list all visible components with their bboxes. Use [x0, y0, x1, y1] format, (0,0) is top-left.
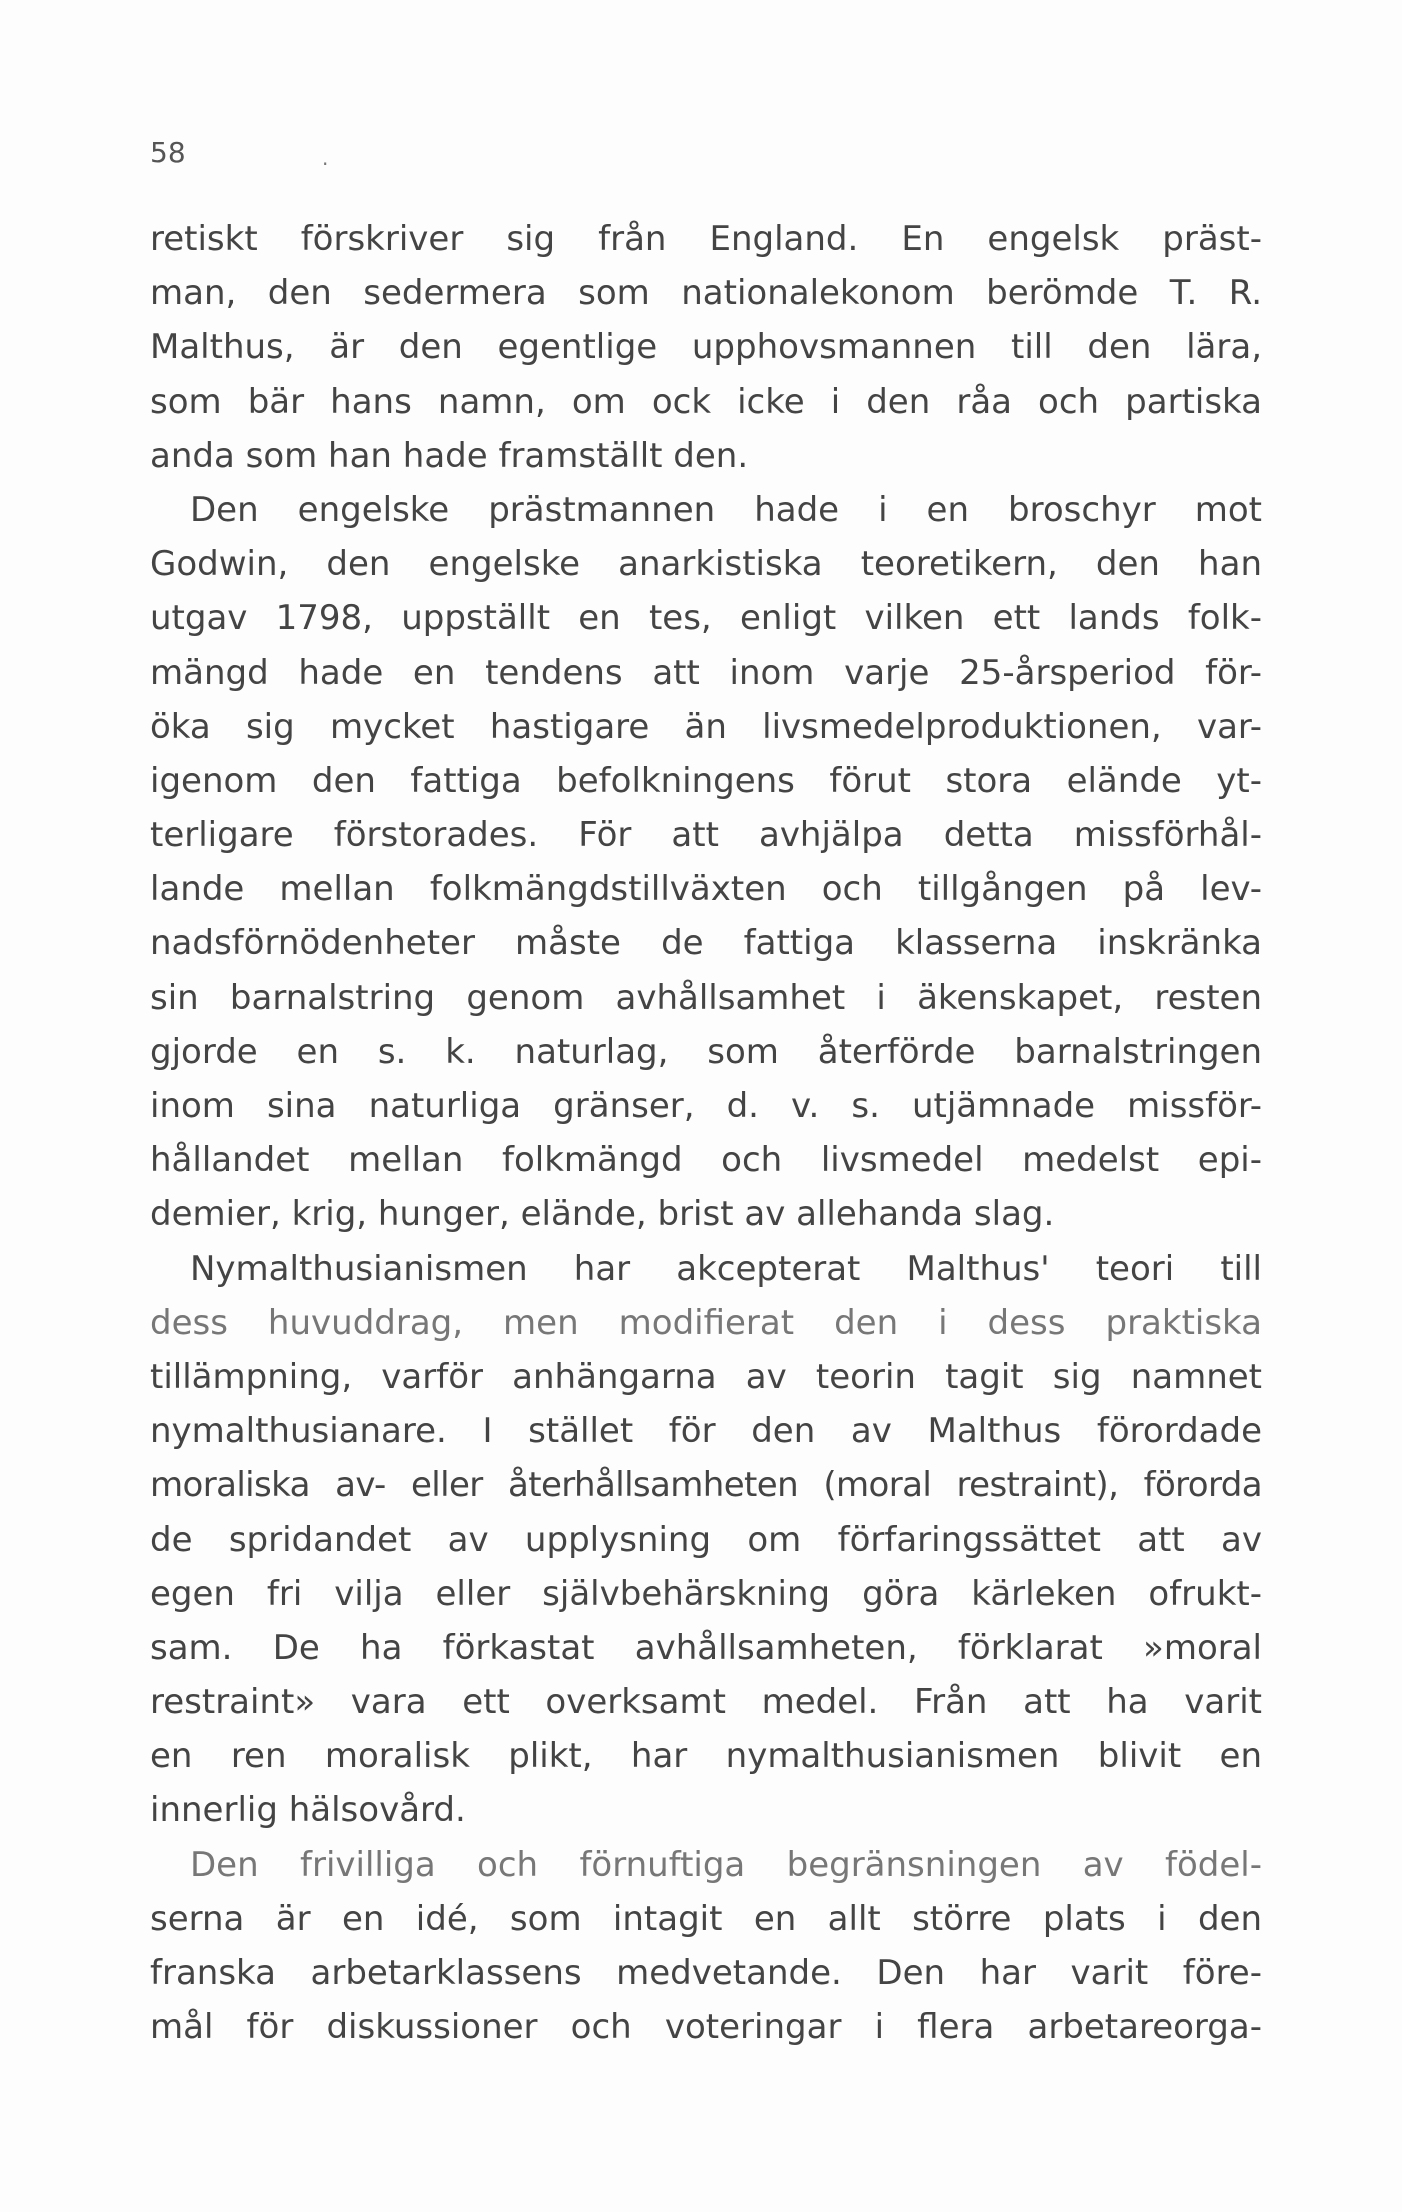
text-line: hållandet mellan folkmängd och livsmedel medelst epi- [150, 1140, 1262, 1181]
text-line: en ren moralisk plikt, har nymalthusianismen blivit en [150, 1736, 1262, 1777]
text-line: utgav 1798, uppställt en tes, enligt vilken ett lands folk- [150, 598, 1262, 639]
text-line: Nymalthusianismen har akcepterat Malthus' teori till [190, 1248, 1262, 1289]
text-line: Malthus, är den egentlige upphovsmannen till den lära, [150, 327, 1262, 368]
text-line: terligare förstorades. För att avhjälpa detta missförhål- [150, 815, 1262, 856]
text-line: nadsförnödenheter måste de fattiga klasserna inskränka [150, 923, 1262, 964]
text-line: anda som han hade framställt den. [150, 435, 749, 476]
text-line: innerlig hälsovård. [150, 1790, 466, 1831]
text-line: demier, krig, hunger, elände, brist av allehanda slag. [150, 1194, 1055, 1235]
text-line: serna är en idé, som intagit en allt större plats i den [150, 1898, 1262, 1939]
text-line: lande mellan folkmängdstillväxten och tillgången på lev- [150, 869, 1262, 910]
text-line: Den frivilliga och förnuftiga begränsningen av födel- [190, 1844, 1262, 1885]
text-line: moraliska av- eller återhållsamheten (moral restraint), förorda [150, 1465, 1262, 1506]
page-number: 58 [150, 136, 186, 169]
paragraph [150, 1242, 1262, 1838]
text-line: mål för diskussioner och voteringar i flera arbetareorga- [150, 2007, 1262, 2048]
text-line: öka sig mycket hastigare än livsmedelproduktionen, var- [150, 706, 1262, 747]
page-number-mark: . [322, 146, 329, 170]
text-line: som bär hans namn, om ock icke i den råa och partiska [150, 381, 1262, 422]
paragraph [150, 212, 1262, 483]
text-line: de spridandet av upplysning om förfaringssättet att av [150, 1519, 1262, 1560]
text-line: mängd hade en tendens att inom varje 25-årsperiod för- [150, 652, 1262, 693]
paragraph [150, 1838, 1262, 2055]
text-line: tillämpning, varför anhängarna av teorin tagit sig namnet [150, 1356, 1262, 1397]
page-text [150, 212, 1262, 2054]
text-line: gjorde en s. k. naturlag, som återförde barnalstringen [150, 1031, 1262, 1072]
text-line: sam. De ha förkastat avhållsamheten, förklarat »moral [150, 1627, 1262, 1668]
text-line: egen fri vilja eller självbehärskning göra kärleken ofrukt- [150, 1573, 1262, 1614]
text-line: nymalthusianare. I stället för den av Malthus förordade [150, 1411, 1262, 1452]
text-line: dess huvuddrag, men modifierat den i dess praktiska [150, 1302, 1262, 1343]
text-line: franska arbetarklassens medvetande. Den har varit före- [150, 1953, 1262, 1993]
text-line: sin barnalstring genom avhållsamhet i äkenskapet, resten [150, 977, 1262, 1018]
text-line: Godwin, den engelske anarkistiska teoretikern, den han [150, 544, 1262, 585]
text-line: igenom den fattiga befolkningens förut stora elände yt- [150, 760, 1262, 801]
text-line: retiskt förskriver sig från England. En engelsk präst- [150, 219, 1262, 259]
paragraph [150, 483, 1262, 1242]
text-line: inom sina naturliga gränser, d. v. s. utjämnade missför- [150, 1086, 1262, 1126]
text-line: man, den sedermera som nationalekonom berömde T. R. [150, 273, 1262, 314]
text-line: restraint» vara ett overksamt medel. Från att ha varit [150, 1682, 1262, 1723]
text-line: Den engelske prästmannen hade i en broschyr mot [190, 489, 1262, 530]
